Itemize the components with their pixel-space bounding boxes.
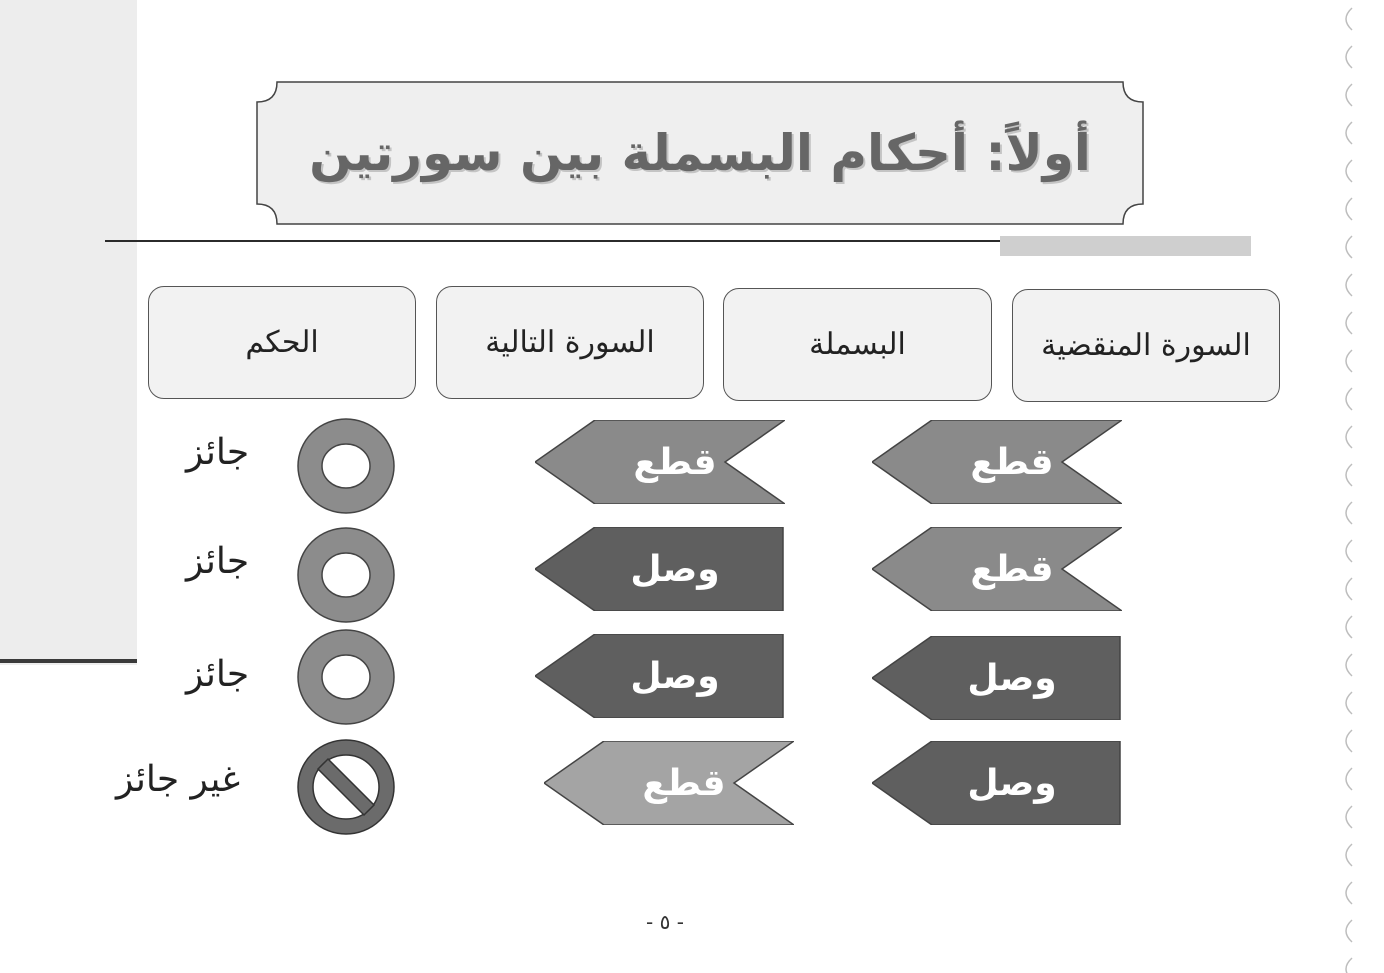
header-next-surah: السورة التالية — [436, 286, 704, 399]
page-number: - ٥ - — [646, 910, 684, 934]
binding-ring — [1346, 692, 1352, 714]
row1-ending-label: قطع — [970, 441, 1054, 483]
prohibited-icon — [296, 737, 396, 837]
row2-ruling: جائز — [186, 541, 250, 582]
header-basmala: البسملة — [723, 288, 992, 401]
row2-ending-label: قطع — [970, 548, 1054, 590]
row4-ruling: غير جائز — [116, 759, 241, 800]
page-title: أولاً: أحكام البسملة بين سورتين — [309, 124, 1091, 182]
left-margin-shade — [0, 0, 137, 665]
divider-shade — [1000, 236, 1251, 256]
row3-ending-arrow — [872, 636, 1122, 720]
binding-ring — [1346, 160, 1352, 182]
row1-ending-arrow — [872, 420, 1122, 504]
header-ruling: الحكم — [148, 286, 416, 399]
binding-ring — [1346, 122, 1352, 144]
binding-ring — [1346, 388, 1352, 410]
row4-ending-arrow — [872, 741, 1122, 825]
binding-ring — [1346, 464, 1352, 486]
binding-ring — [1346, 616, 1352, 638]
binding-ring — [1346, 882, 1352, 904]
binding-ring — [1346, 236, 1352, 258]
binding-rings — [1330, 0, 1384, 973]
allowed-ring-icon — [296, 416, 396, 516]
row3-ending-label: وصل — [967, 657, 1057, 699]
binding-ring — [1346, 84, 1352, 106]
binding-ring — [1346, 958, 1352, 973]
binding-ring — [1346, 578, 1352, 600]
binding-ring — [1346, 844, 1352, 866]
binding-ring — [1346, 350, 1352, 372]
binding-ring — [1346, 198, 1352, 220]
binding-ring — [1346, 920, 1352, 942]
title-banner — [255, 80, 1145, 226]
row1-next-label: قطع — [633, 441, 717, 483]
left-margin-rule — [0, 659, 137, 663]
allowed-ring-icon — [296, 525, 396, 625]
row2-next-arrow — [535, 527, 785, 611]
row2-ending-arrow — [872, 527, 1122, 611]
binding-ring — [1346, 46, 1352, 68]
row4-next-label: قطع — [642, 762, 726, 804]
binding-ring — [1346, 540, 1352, 562]
binding-ring — [1346, 654, 1352, 676]
row3-next-arrow — [535, 634, 785, 718]
binding-ring — [1346, 730, 1352, 752]
binding-ring — [1346, 274, 1352, 296]
row3-next-label: وصل — [630, 655, 720, 697]
row4-next-arrow — [544, 741, 794, 825]
row2-next-label: وصل — [630, 548, 720, 590]
binding-ring — [1346, 768, 1352, 790]
binding-ring — [1346, 502, 1352, 524]
binding-ring — [1346, 8, 1352, 30]
binding-ring — [1346, 312, 1352, 334]
row1-next-arrow — [535, 420, 785, 504]
row3-ruling: جائز — [186, 654, 250, 695]
allowed-ring-icon — [296, 627, 396, 727]
binding-ring — [1346, 806, 1352, 828]
row4-ending-label: وصل — [967, 762, 1057, 804]
row1-ruling: جائز — [186, 432, 250, 473]
header-ending-surah: السورة المنقضية — [1012, 289, 1280, 402]
binding-ring — [1346, 426, 1352, 448]
